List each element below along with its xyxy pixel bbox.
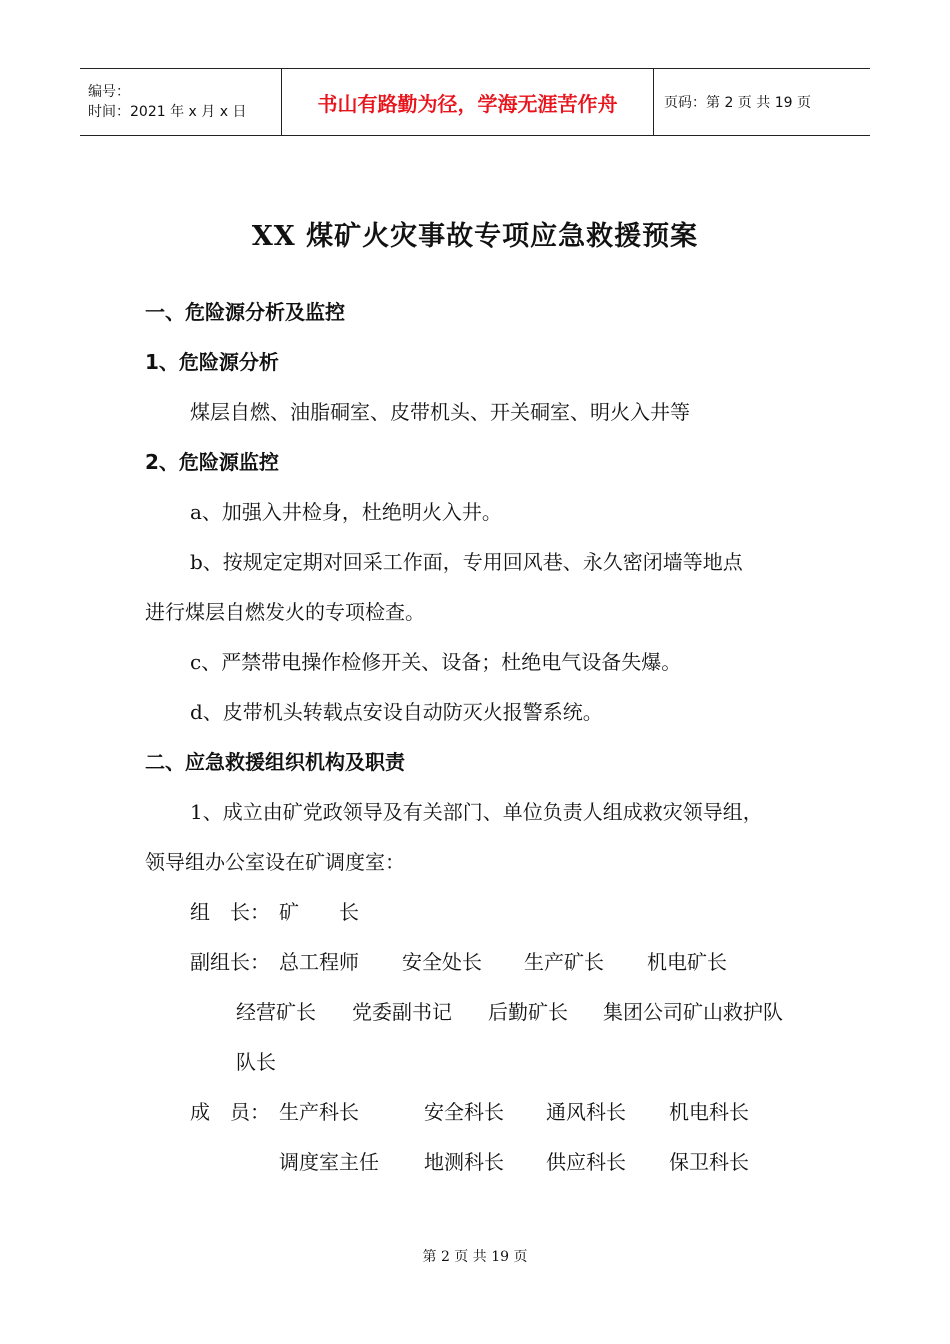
paragraph-a: a、加强入井检身，杜绝明火入井。 <box>190 500 502 524</box>
section-2-heading: 二、应急救援组织机构及职责 <box>145 750 405 774</box>
member-item: 机电科长 <box>669 1100 749 1124</box>
section-1-heading: 一、危险源分析及监控 <box>145 300 345 324</box>
member-item: 通风科长 <box>546 1100 626 1124</box>
time-label: 时间：2021 年 x 月 x 日 <box>88 104 247 120</box>
deputy-item: 机电矿长 <box>647 950 727 974</box>
page-label: 页码：第 2 页 共 19 页 <box>664 95 811 111</box>
paragraph-2-line2: 领导组办公室设在矿调度室： <box>145 850 405 874</box>
deputy-item: 党委副书记 <box>352 1000 452 1024</box>
member-item: 调度室主任 <box>279 1150 379 1174</box>
paragraph-c: c、严禁带电操作检修开关、设备；杜绝电气设备失爆。 <box>190 650 682 674</box>
deputy-item: 队长 <box>236 1050 276 1074</box>
deputy-item: 集团公司矿山救护队 <box>603 1000 783 1024</box>
paragraph-2-line1: 1、成立由矿党政领导及有关部门、单位负责人组成救灾领导组， <box>190 800 763 824</box>
member-item: 保卫科长 <box>669 1150 749 1174</box>
leader-value: 矿 长 <box>279 900 359 924</box>
leader-label: 组 长： <box>190 900 270 924</box>
deputy-item: 经营矿长 <box>236 1000 316 1024</box>
member-label: 成 员： <box>190 1100 270 1124</box>
deputy-item: 安全处长 <box>402 950 482 974</box>
section-1-2-heading: 2、危险源监控 <box>145 450 279 474</box>
paragraph-b-line1: b、按规定定期对回采工作面，专用回风巷、永久密闭墙等地点 <box>190 550 743 574</box>
header-left-cell <box>80 69 282 135</box>
member-item: 安全科长 <box>424 1100 504 1124</box>
deputy-label: 副组长： <box>190 950 270 974</box>
page-footer: 第 2 页 共 19 页 <box>422 1249 528 1265</box>
motto: 书山有路勤为径，学海无涯苦作舟 <box>282 69 654 135</box>
header-table <box>80 68 870 136</box>
member-item: 生产科长 <box>279 1100 359 1124</box>
deputy-item: 生产矿长 <box>524 950 604 974</box>
deputy-item: 后勤矿长 <box>488 1000 568 1024</box>
member-item: 供应科长 <box>546 1150 626 1174</box>
document-title: XX 煤矿火灾事故专项应急救援预案 <box>251 221 699 252</box>
paragraph-hazards: 煤层自燃、油脂硐室、皮带机头、开关硐室、明火入井等 <box>190 400 690 424</box>
paragraph-b-line2: 进行煤层自燃发火的专项检查。 <box>145 600 425 624</box>
paragraph-d: d、皮带机头转载点安设自动防灭火报警系统。 <box>190 700 603 724</box>
member-item: 地测科长 <box>424 1150 504 1174</box>
section-1-1-heading: 1、危险源分析 <box>145 350 279 374</box>
deputy-item: 总工程师 <box>279 950 359 974</box>
number-label: 编号： <box>88 84 130 100</box>
